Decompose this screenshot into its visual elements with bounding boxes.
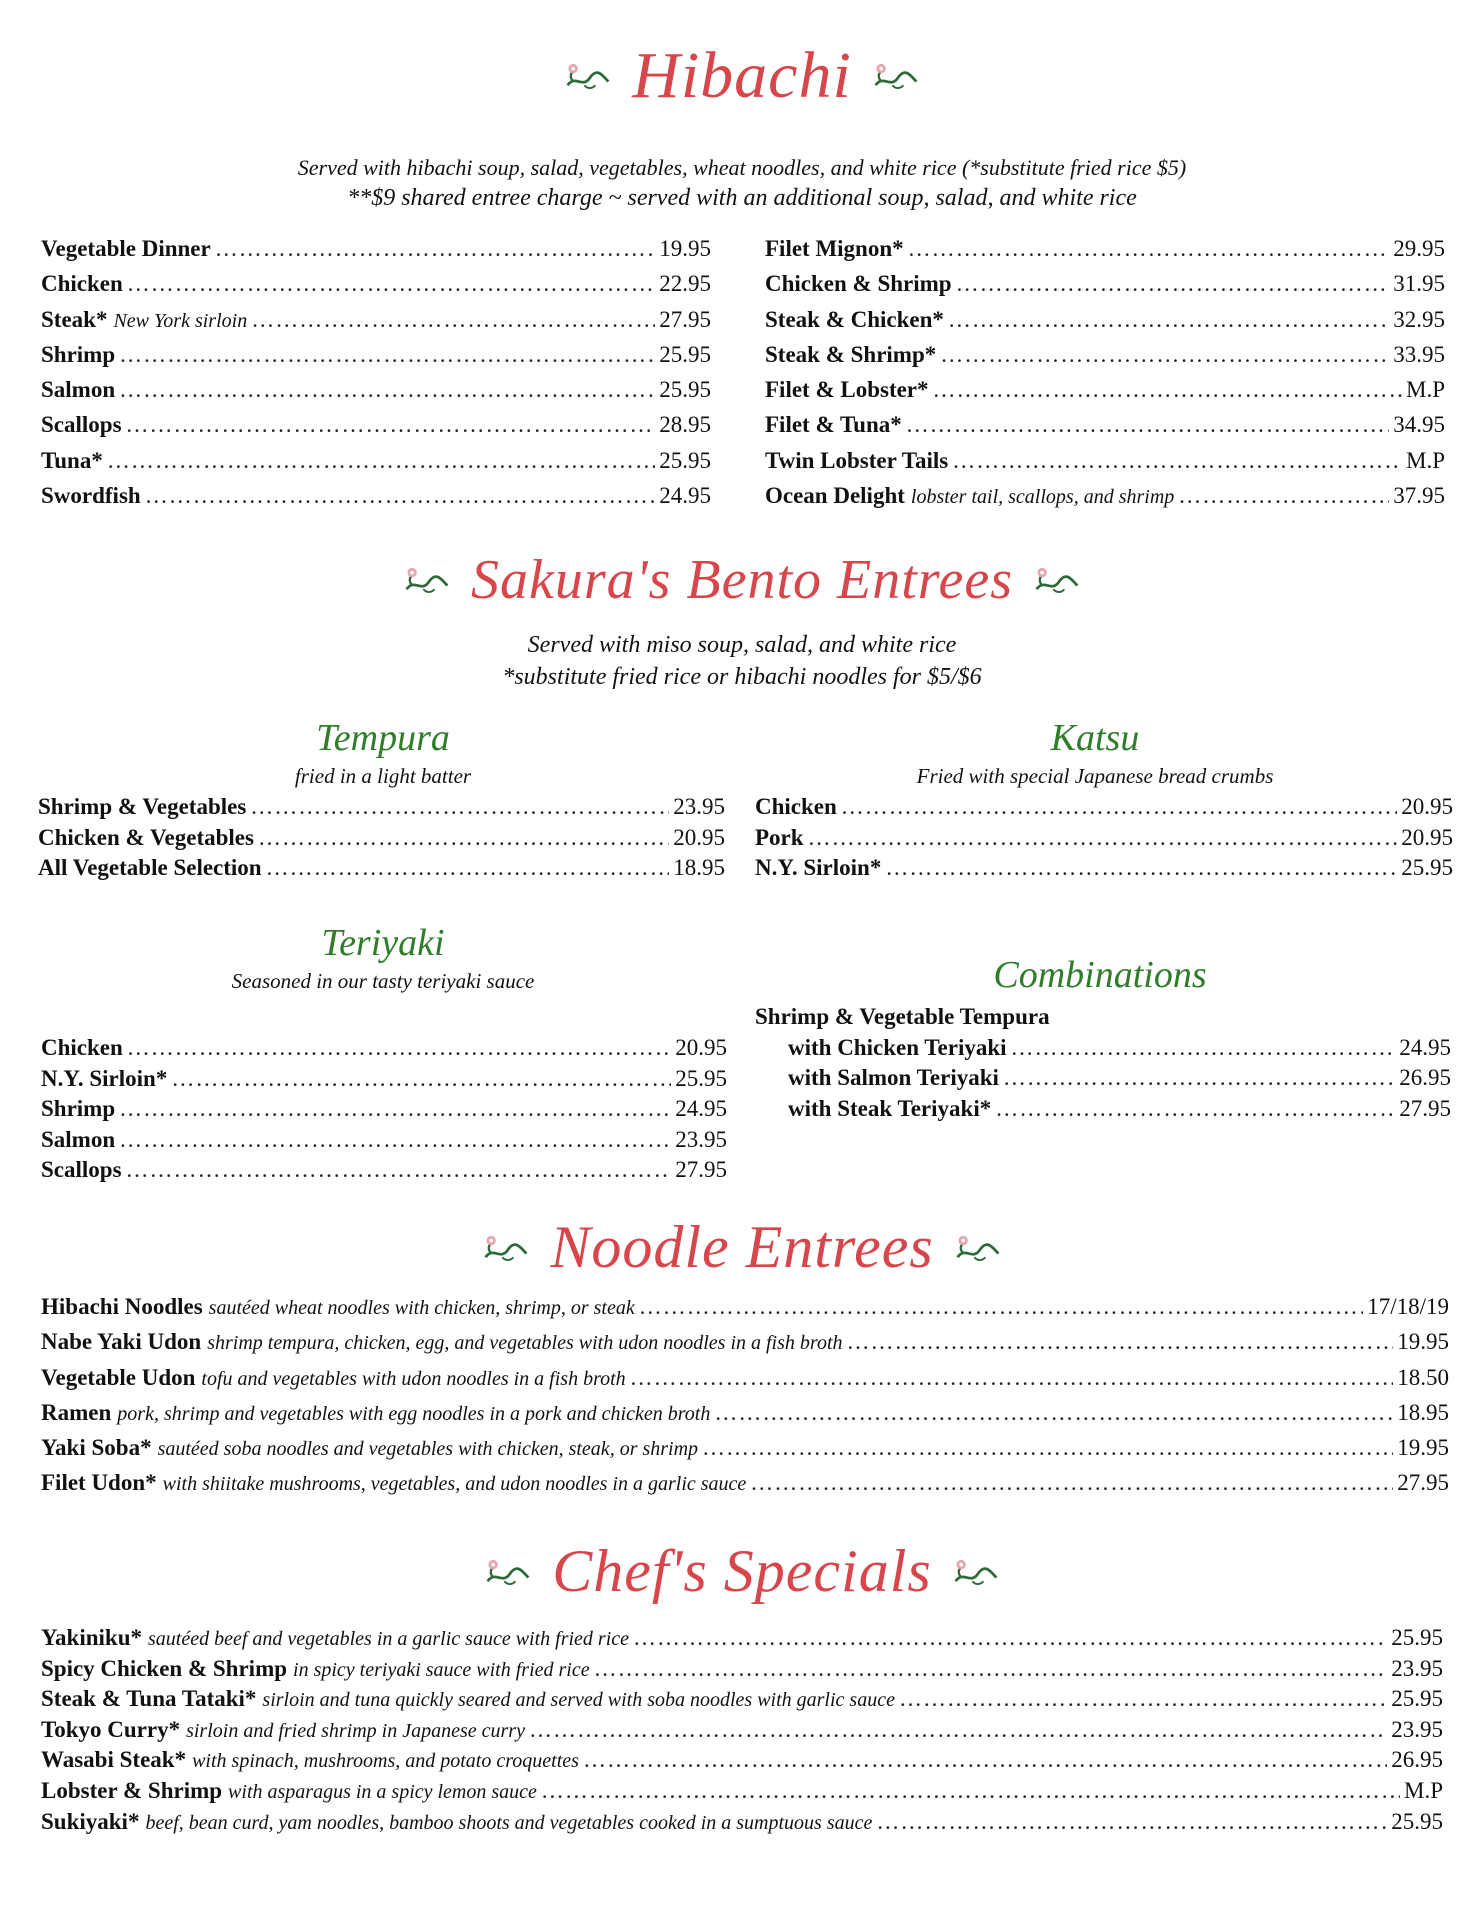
hibachi-header xyxy=(0,38,1484,114)
menu-item: Filet & Tuna* …………………………………………………………………………………………………………………………………………………………………………………………………………………………… 34.95 xyxy=(765,412,1445,447)
menu-item: Shrimp & Vegetables …………………………………………………………………………………………………………………………………………………………………………………………………………………………… 23.95 xyxy=(38,794,725,825)
menu-item: Filet & Lobster* …………………………………………………………………………………………………………………………………………………………………………………………………………………………… M.P xyxy=(765,377,1445,412)
menu-item: Chicken & Shrimp …………………………………………………………………………………………………………………………………………………………………………………………………………………………… 31.95 xyxy=(765,271,1445,306)
menu-item: Filet Mignon* …………………………………………………………………………………………………………………………………………………………………………………………………………………………… 29.95 xyxy=(765,236,1445,271)
menu-item: Filet Udon* with shiitake mushrooms, vegetables, and udon noodles in a garlic sauce …………………………………………………………………………………………………………………………………………………………………………………………………………………………… 27.95 xyxy=(41,1470,1449,1505)
menu-item: N.Y. Sirloin* …………………………………………………………………………………………………………………………………………………………………………………………………………………………… 25.95 xyxy=(41,1066,727,1097)
section-title: Sakura's Bento Entrees xyxy=(470,549,1014,611)
menu-item: Chicken …………………………………………………………………………………………………………………………………………………………………………………………………………………………… 20.95 xyxy=(41,1035,727,1066)
menu-item: Lobster & Shrimp with asparagus in a spicy lemon sauce …………………………………………………………………………………………………………………………………………………………………………………………………………………………… M.P xyxy=(41,1778,1443,1809)
menu-item: Sukiyaki* beef, bean curd, yam noodles, bamboo shoots and vegetables cooked in a sumptuous sauce …………………………………………………………………………………………………………………………………………………………………………………………………………………………… 25.95 xyxy=(41,1809,1443,1840)
chef-header xyxy=(0,1537,1484,1606)
menu-item: Twin Lobster Tails …………………………………………………………………………………………………………………………………………………………………………………………………………………………… M.P xyxy=(765,448,1445,483)
combination-lead: Shrimp & Vegetable Tempura xyxy=(755,1004,1050,1029)
teriyaki-section xyxy=(41,920,725,996)
subsection-note: Fried with special Japanese bread crumbs xyxy=(916,764,1274,788)
menu-item: Wasabi Steak* with spinach, mushrooms, and potato croquettes …………………………………………………………………………………………………………………………………………………………………………………………………………………………… 26.95 xyxy=(41,1747,1443,1778)
menu-item: Ocean Delight lobster tail, scallops, and shrimp …………………………………………………………………………………………………………………………………………………………………………………………………………………………… 37.95 xyxy=(765,483,1445,518)
section-title: Noodle Entrees xyxy=(550,1214,934,1280)
vine-ornament-icon xyxy=(482,1552,534,1592)
menu-item: Ramen pork, shrimp and vegetables with egg noodles in a pork and chicken broth …………………………………………………………………………………………………………………………………………………………………………………………………………………………… 18.95 xyxy=(41,1400,1449,1435)
katsu-section xyxy=(745,715,1445,791)
menu-item: Scallops …………………………………………………………………………………………………………………………………………………………………………………………………………………………… 28.95 xyxy=(41,412,711,447)
vine-ornament-icon xyxy=(952,1228,1004,1268)
menu-item: Steak* New York sirloin …………………………………………………………………………………………………………………………………………………………………………………………………………………………… 27.95 xyxy=(41,307,711,342)
menu-item: with Salmon Teriyaki …………………………………………………………………………………………………………………………………………………………………………………………………………………………… 26.95 xyxy=(755,1065,1451,1096)
menu-item: Swordfish …………………………………………………………………………………………………………………………………………………………………………………………………………………………… 24.95 xyxy=(41,483,711,518)
subsection-note: Seasoned in our tasty teriyaki sauce xyxy=(231,969,535,993)
vine-ornament-icon xyxy=(480,1228,532,1268)
hibachi-note: **$9 shared entree charge ~ served with an additional soup, salad, and white rice xyxy=(347,185,1137,211)
vine-ornament-icon xyxy=(401,560,453,600)
subsection-title: Combinations xyxy=(993,954,1207,996)
menu-item: Chicken …………………………………………………………………………………………………………………………………………………………………………………………………………………………… 22.95 xyxy=(41,271,711,306)
chef-list xyxy=(41,1625,1443,1839)
bento-note: *substitute fried rice or hibachi noodles for $5/$6 xyxy=(502,664,982,690)
menu-item: Salmon …………………………………………………………………………………………………………………………………………………………………………………………………………………………… 23.95 xyxy=(41,1127,727,1158)
menu-item: Hibachi Noodles sautéed wheat noodles with chicken, shrimp, or steak …………………………………………………………………………………………………………………………………………………………………………………………………………………………… 17/18/19 xyxy=(41,1294,1449,1329)
menu-item: Steak & Chicken* …………………………………………………………………………………………………………………………………………………………………………………………………………………………… 32.95 xyxy=(765,307,1445,342)
menu-item: Nabe Yaki Udon shrimp tempura, chicken, egg, and vegetables with udon noodles in a fish broth …………………………………………………………………………………………………………………………………………………………………………………………………………………………… 19.95 xyxy=(41,1329,1449,1364)
tempura-section xyxy=(41,715,725,791)
vine-ornament-icon xyxy=(950,1552,1002,1592)
menu-item: All Vegetable Selection …………………………………………………………………………………………………………………………………………………………………………………………………………………………… 18.95 xyxy=(38,855,725,886)
menu-item: Yaki Soba* sautéed soba noodles and vegetables with chicken, steak, or shrimp …………………………………………………………………………………………………………………………………………………………………………………………………………………………… 19.95 xyxy=(41,1435,1449,1470)
menu-item: Vegetable Dinner …………………………………………………………………………………………………………………………………………………………………………………………………………………………… 19.95 xyxy=(41,236,711,271)
menu-item: Vegetable Udon tofu and vegetables with udon noodles in a fish broth …………………………………………………………………………………………………………………………………………………………………………………………………………………………… 18.50 xyxy=(41,1365,1449,1400)
menu-item: Yakiniku* sautéed beef and vegetables in a garlic sauce with fried rice …………………………………………………………………………………………………………………………………………………………………………………………………………………………… 25.95 xyxy=(41,1625,1443,1656)
bento-note: Served with miso soup, salad, and white rice xyxy=(527,632,957,658)
vine-ornament-icon xyxy=(562,56,614,96)
menu-item: Spicy Chicken & Shrimp in spicy teriyaki sauce with fried rice …………………………………………………………………………………………………………………………………………………………………………………………………………………………… 23.95 xyxy=(41,1656,1443,1687)
menu-item: N.Y. Sirloin* …………………………………………………………………………………………………………………………………………………………………………………………………………………………… 25.95 xyxy=(755,855,1453,886)
menu-item: Salmon …………………………………………………………………………………………………………………………………………………………………………………………………………………………… 25.95 xyxy=(41,377,711,412)
katsu-list xyxy=(755,794,1453,886)
vine-ornament-icon xyxy=(1031,560,1083,600)
menu-item: with Chicken Teriyaki …………………………………………………………………………………………………………………………………………………………………………………………………………………………… 24.95 xyxy=(755,1035,1451,1066)
section-title: Hibachi xyxy=(632,39,852,112)
teriyaki-list xyxy=(41,1035,727,1188)
subsection-title: Katsu xyxy=(1050,717,1140,759)
menu-item: Steak & Tuna Tataki* sirloin and tuna quickly seared and served with soba noodles with garlic sauce …………………………………………………………………………………………………………………………………………………………………………………………………………………………… 25.95 xyxy=(41,1686,1443,1717)
tempura-list xyxy=(38,794,725,886)
subsection-title: Tempura xyxy=(316,717,450,759)
menu-item: Chicken & Vegetables …………………………………………………………………………………………………………………………………………………………………………………………………………………………… 20.95 xyxy=(38,825,725,856)
hibachi-right-list xyxy=(765,236,1445,518)
hibachi-notes xyxy=(0,152,1484,214)
section-title: Chef's Specials xyxy=(552,1538,932,1604)
combinations-list xyxy=(755,1004,1451,1126)
vine-ornament-icon xyxy=(870,56,922,96)
hibachi-note: Served with hibachi soup, salad, vegetables, wheat noodles, and white rice (*substitute fried rice $5) xyxy=(297,155,1187,180)
menu-item: Tokyo Curry* sirloin and fried shrimp in Japanese curry …………………………………………………………………………………………………………………………………………………………………………………………………………………………… 23.95 xyxy=(41,1717,1443,1748)
noodles-header xyxy=(0,1213,1484,1282)
menu-item: Tuna* …………………………………………………………………………………………………………………………………………………………………………………………………………………………… 25.95 xyxy=(41,448,711,483)
menu-item: Steak & Shrimp* …………………………………………………………………………………………………………………………………………………………………………………………………………………………… 33.95 xyxy=(765,342,1445,377)
bento-notes xyxy=(0,629,1484,693)
menu-item: Shrimp …………………………………………………………………………………………………………………………………………………………………………………………………………………………… 24.95 xyxy=(41,1096,727,1127)
menu-item: Shrimp …………………………………………………………………………………………………………………………………………………………………………………………………………………………… 25.95 xyxy=(41,342,711,377)
subsection-note: fried in a light batter xyxy=(294,764,472,788)
bento-header xyxy=(0,548,1484,612)
hibachi-left-list xyxy=(41,236,711,518)
subsection-title: Teriyaki xyxy=(321,922,445,964)
combinations-section xyxy=(950,952,1250,998)
menu-item: Chicken …………………………………………………………………………………………………………………………………………………………………………………………………………………………… 20.95 xyxy=(755,794,1453,825)
menu-item: Pork …………………………………………………………………………………………………………………………………………………………………………………………………………………………… 20.95 xyxy=(755,825,1453,856)
menu-item: Scallops …………………………………………………………………………………………………………………………………………………………………………………………………………………………… 27.95 xyxy=(41,1157,727,1188)
menu-item: with Steak Teriyaki* …………………………………………………………………………………………………………………………………………………………………………………………………………………………… 27.95 xyxy=(755,1096,1451,1127)
noodles-list xyxy=(41,1294,1449,1506)
